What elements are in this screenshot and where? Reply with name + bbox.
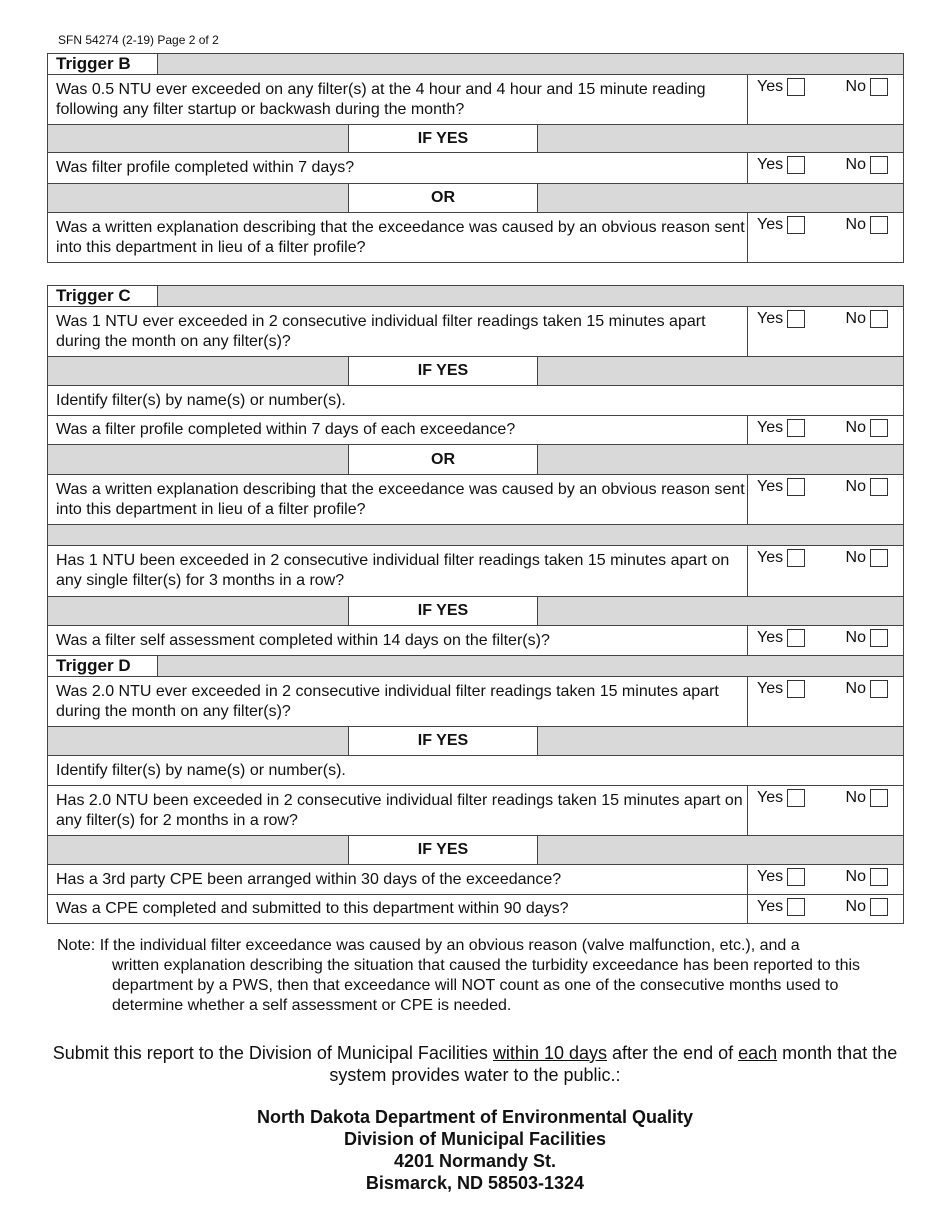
no-checkbox[interactable] — [870, 78, 888, 96]
if-yes-label: IF YES — [349, 357, 538, 386]
if-yes-row — [48, 836, 904, 865]
no-label: No — [845, 419, 866, 436]
if-yes-label: IF YES — [349, 836, 538, 865]
yes-checkbox[interactable] — [787, 868, 805, 886]
no-checkbox[interactable] — [870, 868, 888, 886]
or-row — [48, 184, 904, 213]
note-paragraph — [57, 936, 887, 1016]
if-yes-row — [48, 357, 904, 386]
yes-checkbox[interactable] — [787, 789, 805, 807]
or-label: OR — [349, 184, 538, 213]
yes-label: Yes — [757, 478, 784, 495]
yes-checkbox[interactable] — [787, 78, 805, 96]
if-yes-label: IF YES — [349, 125, 538, 153]
yes-no-cell — [748, 416, 904, 445]
identify-row — [48, 386, 904, 416]
submit-text-1: Submit this report to the Division of Municipal Facilities — [52, 1043, 493, 1063]
yes-label: Yes — [757, 216, 784, 233]
question-text: Has a 3rd party CPE been arranged within 30 days of the exceedance? — [48, 865, 748, 895]
note-continuation: written explanation describing the situation that caused the turbidity exceedance has been reported to this department by a PWS, then that exceedance will NOT count as one of the consecutive months used to determine whether a self assessment or CPE is needed. — [112, 957, 861, 1014]
question-text: Was a written explanation describing that the exceedance was caused by an obvious reason sent into this department in lieu of a filter profile? — [48, 475, 748, 525]
or-row — [48, 445, 904, 475]
no-checkbox[interactable] — [870, 789, 888, 807]
question-text: Was a CPE completed and submitted to this department within 90 days? — [48, 895, 748, 924]
yes-no-cell — [748, 786, 904, 836]
question-text: Was a filter self assessment completed within 14 days on the filter(s)? — [48, 626, 748, 656]
if-yes-row — [48, 125, 904, 153]
submit-instructions — [50, 1042, 900, 1086]
trigger-c-header-row — [48, 286, 904, 307]
question-text: Was 0.5 NTU ever exceeded on any filter(s) at the 4 hour and 4 hour and 15 minute reading following any filter startup or backwash during the month? — [48, 75, 748, 125]
no-checkbox[interactable] — [870, 216, 888, 234]
if-yes-label: IF YES — [349, 727, 538, 756]
submit-text-2: after the end of — [607, 1043, 739, 1063]
question-row — [48, 677, 904, 727]
yes-checkbox[interactable] — [787, 310, 805, 328]
no-label: No — [845, 680, 866, 697]
identify-filter-field[interactable]: Identify filter(s) by name(s) or number(s). — [48, 386, 904, 416]
no-label: No — [845, 78, 866, 95]
yes-label: Yes — [757, 629, 784, 646]
no-label: No — [845, 898, 866, 915]
yes-checkbox[interactable] — [787, 478, 805, 496]
mailing-address — [50, 1106, 900, 1194]
no-checkbox[interactable] — [870, 629, 888, 647]
no-label: No — [845, 216, 866, 233]
trigger-c-title: Trigger C — [48, 286, 158, 307]
if-yes-row — [48, 727, 904, 756]
yes-checkbox[interactable] — [787, 629, 805, 647]
question-row — [48, 475, 904, 525]
yes-label: Yes — [757, 789, 784, 806]
submit-each: each — [738, 1043, 778, 1063]
question-row — [48, 546, 904, 597]
question-text: Was a filter profile completed within 7 days of each exceedance? — [48, 416, 748, 445]
yes-no-cell — [748, 865, 904, 895]
trigger-b-title: Trigger B — [48, 54, 158, 75]
yes-no-cell — [748, 75, 904, 125]
yes-no-cell — [748, 895, 904, 924]
if-yes-row — [48, 597, 904, 626]
yes-label: Yes — [757, 868, 784, 885]
no-label: No — [845, 310, 866, 327]
question-text: Has 1 NTU been exceeded in 2 consecutive individual filter readings taken 15 minutes apart on any single filter(s) for 3 months in a row? — [48, 546, 748, 597]
no-label: No — [845, 629, 866, 646]
yes-checkbox[interactable] — [787, 680, 805, 698]
if-yes-label: IF YES — [349, 597, 538, 626]
yes-checkbox[interactable] — [787, 549, 805, 567]
no-checkbox[interactable] — [870, 898, 888, 916]
yes-label: Yes — [757, 78, 784, 95]
question-row — [48, 626, 904, 656]
yes-checkbox[interactable] — [787, 898, 805, 916]
no-checkbox[interactable] — [870, 680, 888, 698]
no-checkbox[interactable] — [870, 549, 888, 567]
identify-row — [48, 756, 904, 786]
no-label: No — [845, 789, 866, 806]
form-number-header: SFN 54274 (2-19) Page 2 of 2 — [58, 33, 219, 47]
yes-checkbox[interactable] — [787, 419, 805, 437]
yes-no-cell — [748, 626, 904, 656]
yes-no-cell — [748, 153, 904, 184]
submit-text-3: month that the system provides water to the public.: — [329, 1043, 898, 1085]
yes-label: Yes — [757, 310, 784, 327]
yes-no-cell — [748, 475, 904, 525]
question-text: Has 2.0 NTU been exceeded in 2 consecutive individual filter readings taken 15 minutes apart on any filter(s) for 2 months in a row? — [48, 786, 748, 836]
question-text: Was filter profile completed within 7 days? — [48, 153, 748, 184]
no-label: No — [845, 478, 866, 495]
no-checkbox[interactable] — [870, 156, 888, 174]
no-checkbox[interactable] — [870, 478, 888, 496]
question-text: Was 1 NTU ever exceeded in 2 consecutive individual filter readings taken 15 minutes apart during the month on any filter(s)? — [48, 307, 748, 357]
question-row — [48, 786, 904, 836]
question-row — [48, 213, 904, 263]
trigger-d-title: Trigger D — [48, 656, 158, 677]
identify-filter-field[interactable]: Identify filter(s) by name(s) or number(s). — [48, 756, 904, 786]
question-row — [48, 153, 904, 184]
yes-checkbox[interactable] — [787, 156, 805, 174]
question-row — [48, 75, 904, 125]
yes-no-cell — [748, 307, 904, 357]
spacer-row — [48, 525, 904, 546]
yes-label: Yes — [757, 549, 784, 566]
yes-no-cell — [748, 677, 904, 727]
address-line-3: 4201 Normandy St. — [393, 1151, 557, 1171]
no-label: No — [845, 549, 866, 566]
question-row — [48, 307, 904, 357]
yes-label: Yes — [757, 680, 784, 697]
address-line-1: North Dakota Department of Environmental Quality — [256, 1107, 694, 1127]
trigger-b-header-row — [48, 54, 904, 75]
no-label: No — [845, 156, 866, 173]
trigger-c-d-table — [47, 285, 904, 924]
yes-checkbox[interactable] — [787, 216, 805, 234]
trigger-b-table — [47, 53, 904, 263]
question-text: Was 2.0 NTU ever exceeded in 2 consecutive individual filter readings taken 15 minutes apart during the month on any filter(s)? — [48, 677, 748, 727]
question-row — [48, 865, 904, 895]
yes-no-cell — [748, 546, 904, 597]
address-line-2: Division of Municipal Facilities — [343, 1129, 607, 1149]
or-label: OR — [349, 445, 538, 475]
no-checkbox[interactable] — [870, 310, 888, 328]
address-line-4: Bismarck, ND 58503-1324 — [365, 1173, 585, 1193]
no-checkbox[interactable] — [870, 419, 888, 437]
yes-no-cell — [748, 213, 904, 263]
submit-within-days: within 10 days — [492, 1043, 608, 1063]
question-row — [48, 895, 904, 924]
yes-label: Yes — [757, 898, 784, 915]
trigger-d-header-row — [48, 656, 904, 677]
yes-label: Yes — [757, 419, 784, 436]
note-first-line: Note: If the individual filter exceedance was caused by an obvious reason (valve malfunction, etc.), and a — [57, 937, 800, 954]
no-label: No — [845, 868, 866, 885]
yes-label: Yes — [757, 156, 784, 173]
question-text: Was a written explanation describing that the exceedance was caused by an obvious reason sent into this department in lieu of a filter profile? — [48, 213, 748, 263]
question-row — [48, 416, 904, 445]
